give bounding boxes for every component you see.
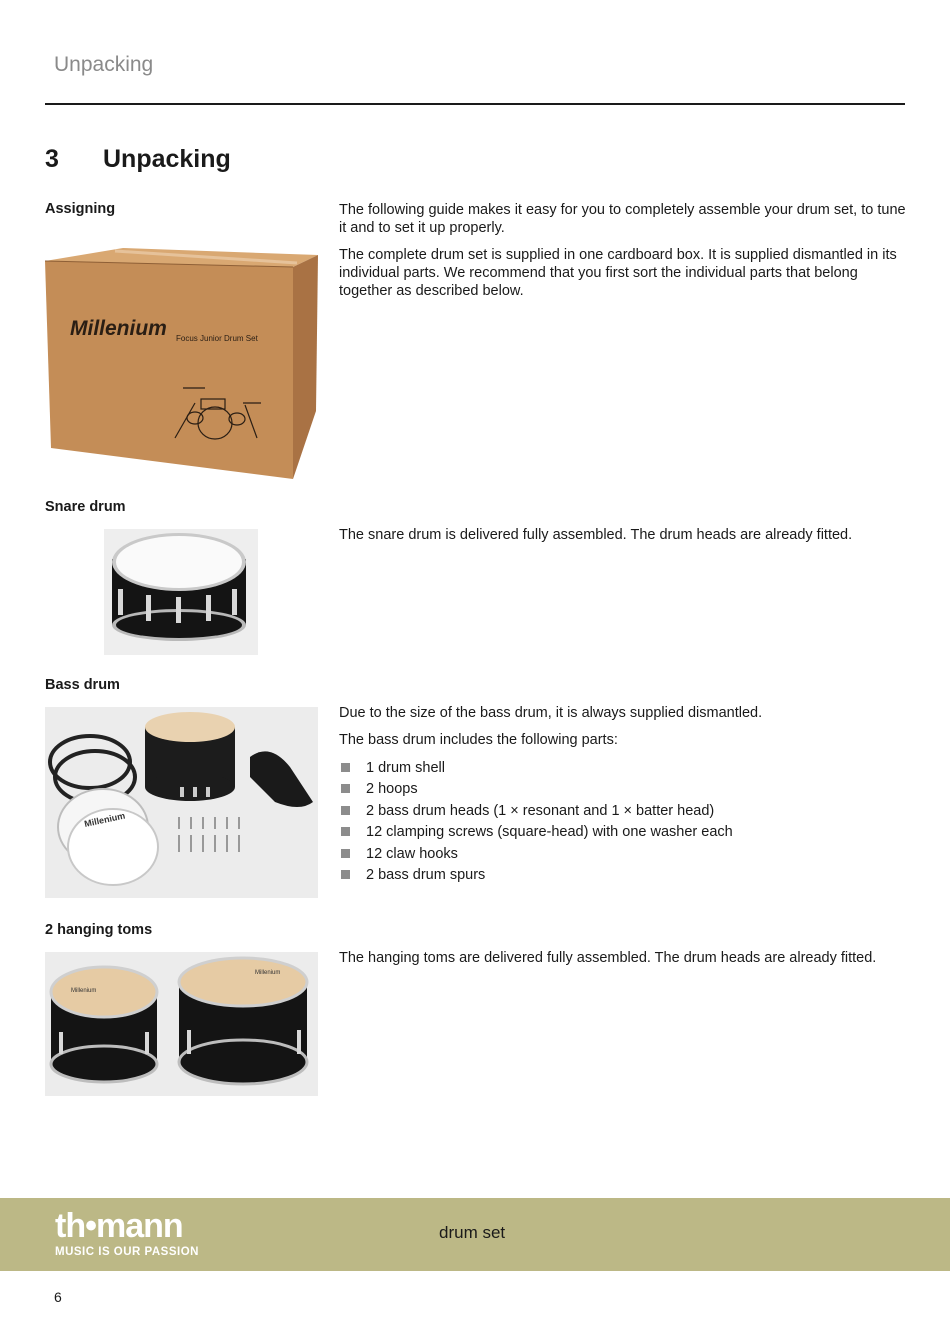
box-product-text: Focus Junior Drum Set: [176, 334, 258, 343]
thomann-logo: [55, 1208, 199, 1258]
snare-drum-photo: [104, 529, 258, 655]
bullet-square-icon: [341, 784, 350, 793]
bullet-square-icon: [341, 763, 350, 772]
list-item-text: 12 clamping screws (square-head) with one washer each: [366, 824, 733, 841]
chapter-title: Unpacking: [103, 145, 231, 173]
footer-band: [0, 1198, 950, 1271]
logo-tagline: MUSIC IS OUR PASSION: [55, 1246, 199, 1258]
cardboard-box-photo: [45, 243, 318, 479]
list-item-text: 2 hoops: [366, 781, 418, 798]
logo-wordmark: th•mann: [55, 1207, 183, 1245]
assigning-paragraph-1: The following guide makes it easy for you to completely assemble your drum set, to tune it and to set it up properly.: [339, 202, 906, 236]
list-item: [339, 780, 733, 801]
chapter-number: 3: [45, 145, 59, 173]
assigning-paragraph-2: The complete drum set is supplied in one cardboard box. It is supplied dismantled in its individual parts. We recommend that you first sort the individual parts that belong together as described below.: [339, 247, 897, 299]
section-label-assigning: Assigning: [45, 201, 116, 217]
footer-product-title: drum set: [439, 1223, 506, 1242]
bass-parts-list: [339, 759, 733, 887]
list-item-text: 12 claw hooks: [366, 845, 458, 862]
section-label-toms: 2 hanging toms: [45, 922, 153, 938]
bullet-square-icon: [341, 849, 350, 858]
bullet-square-icon: [341, 827, 350, 836]
snare-paragraph: The snare drum is delivered fully assembled. The drum heads are already fitted.: [339, 527, 853, 543]
bass-drum-parts-photo: [45, 707, 318, 898]
list-item: [339, 823, 733, 844]
head-brand-text: Millenium: [83, 810, 127, 829]
list-item-text: 1 drum shell: [366, 760, 445, 776]
box-brand-text: Millenium: [70, 317, 167, 340]
header-divider: [45, 103, 905, 105]
bullet-square-icon: [341, 870, 350, 879]
tom-brand-text-left: Millenium: [71, 988, 97, 994]
tom-brand-text-right: Millenium: [255, 970, 281, 976]
section-label-snare: Snare drum: [45, 499, 126, 515]
list-item: [339, 845, 733, 866]
list-item-text: 2 bass drum heads (1 × resonant and 1 × batter head): [366, 802, 715, 819]
bass-paragraph-1: Due to the size of the bass drum, it is always supplied dismantled.: [339, 705, 763, 721]
list-item-text: 2 bass drum spurs: [366, 866, 486, 883]
page-number: 6: [54, 1289, 62, 1305]
toms-paragraph: The hanging toms are delivered fully assembled. The drum heads are already fitted.: [339, 950, 877, 966]
section-label-bass: Bass drum: [45, 677, 120, 693]
hanging-toms-photo: [45, 952, 318, 1096]
bass-paragraph-2: The bass drum includes the following parts:: [339, 732, 618, 748]
list-item: [339, 866, 733, 887]
list-item: [339, 759, 733, 780]
running-header: Unpacking: [54, 53, 154, 76]
list-item: [339, 802, 733, 823]
bullet-square-icon: [341, 806, 350, 815]
